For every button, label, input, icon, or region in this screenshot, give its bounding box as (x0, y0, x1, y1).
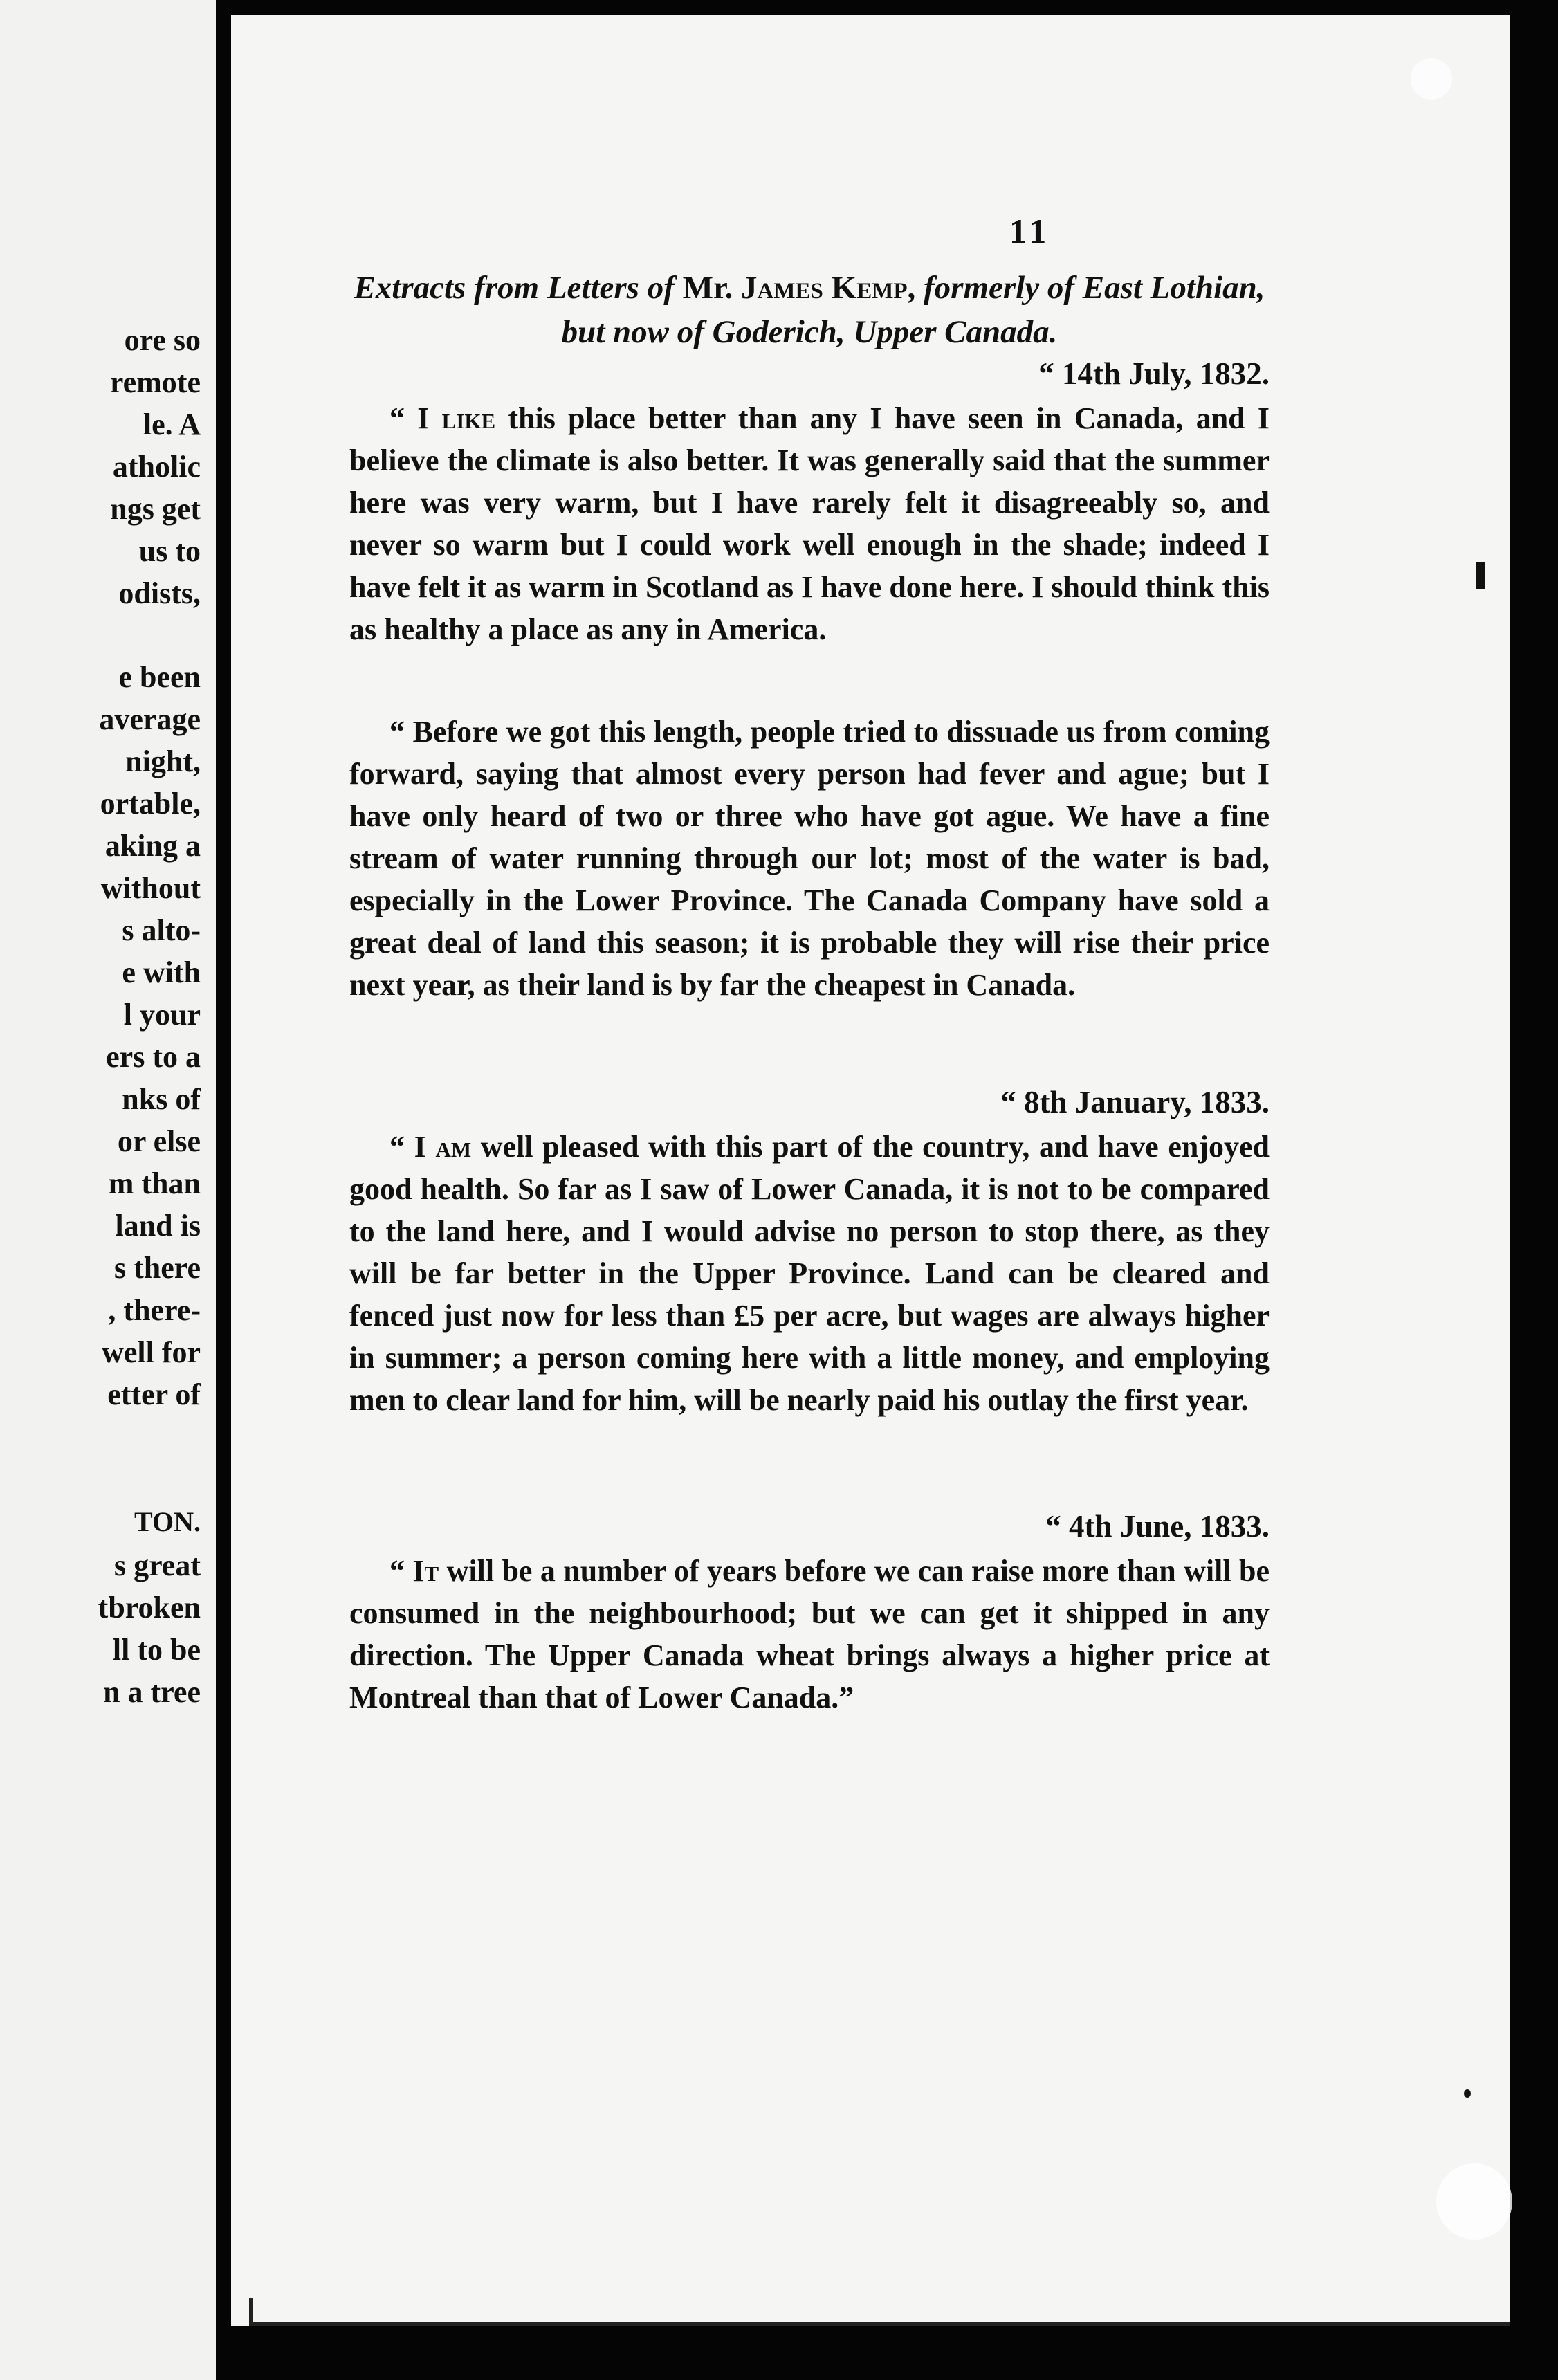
letter-date-row (349, 1084, 1270, 1126)
left-page-line: s great (113, 1548, 201, 1582)
left-page-line: ore so (124, 323, 201, 357)
paragraph-text: well pleased with this part of the country, and have enjoyed good health. So far as I saw of Lower Canada, it is not to be compared to the land here, and I would advise no person to stop there, as they will be far better in the Upper Province. Land can be cleared and fenced just now for less than £5 per acre, but wages are always higher in summer; a person coming here with a little money, and employing men to clear land for him, will be nearly paid his outlay the first year. (349, 1130, 1270, 1417)
left-page-line: , there- (108, 1293, 201, 1327)
left-page-line: m than (108, 1166, 201, 1200)
heading-title: Mr. (682, 270, 742, 306)
heading-origin: formerly of East Lothian, but now of Goderich, Upper Canada. (561, 270, 1265, 350)
left-page-line: tbroken (98, 1591, 201, 1624)
letter-date: “ 4th June, 1833. (1045, 1509, 1270, 1544)
left-page-line: without (100, 871, 201, 905)
page-heading (349, 266, 1270, 354)
left-page-line: e with (122, 955, 201, 989)
previous-page-fragment (0, 0, 216, 2380)
page-edge-shadow (249, 2298, 1510, 2326)
paragraph-lead: It (412, 1554, 439, 1588)
left-page-line: well for (102, 1335, 201, 1369)
left-page-line: odists, (118, 576, 201, 610)
page-edge-mark (1476, 562, 1485, 589)
letter-date: “ 14th July, 1832. (1038, 356, 1270, 391)
paper-blemish (1411, 58, 1452, 100)
heading-name: James Kemp (741, 270, 908, 306)
left-page-line: land is (115, 1209, 201, 1243)
left-page-line: s there (113, 1251, 201, 1285)
left-page-line: us to (138, 534, 201, 568)
page-speck (1464, 2089, 1471, 2098)
open-quote: “ (390, 401, 418, 435)
page-number: 11 (1009, 212, 1051, 250)
open-quote: “ (390, 1130, 414, 1164)
left-page-line: TON. (134, 1506, 201, 1537)
letter-date-row (349, 1508, 1270, 1550)
paragraph-lead: I like (417, 401, 496, 435)
paragraph-text: will be a number of years before we can raise more than will be consumed in the neighbourhood; but we can get it shipped in any direction. The Upper Canada wheat brings always a higher price at Montreal than that of Lower Canada.” (349, 1554, 1270, 1714)
left-page-line: ll to be (112, 1633, 201, 1667)
left-page-line: night, (125, 744, 201, 778)
book-gutter (216, 0, 231, 2380)
left-page-line: ers to a (106, 1040, 201, 1074)
left-page-line: ortable, (100, 787, 201, 821)
left-page-line: s alto- (122, 913, 201, 947)
left-page-line: le. A (143, 408, 201, 441)
letter-paragraph (349, 711, 1270, 1006)
letter-date-row (349, 356, 1270, 397)
left-page-line: average (99, 702, 201, 736)
left-page-line: remote (109, 365, 201, 399)
left-page-line: l your (123, 998, 201, 1032)
letter-paragraph (349, 1550, 1270, 1719)
left-page-line: n a tree (103, 1675, 201, 1709)
paragraph-text: Before we got this length, people tried to dissuade us from coming forward, saying that almost every person had fever and ague; but I have only heard of two or three who have got ague. We have a fine stream of water running through our lot; most of the water is bad, especially in the Lower Province. The Canada Company have sold a great deal of land this season; it is probable they will rise their price next year, as their land is by far the cheapest in Canada. (349, 715, 1270, 1002)
left-page-line: or else (117, 1124, 201, 1158)
left-page-line: nks of (122, 1082, 201, 1116)
left-page-line: e been (118, 660, 201, 694)
open-quote: “ (390, 715, 413, 749)
letter-paragraph (349, 1126, 1270, 1421)
left-page-line: aking a (104, 829, 201, 863)
letter-paragraph (349, 397, 1270, 650)
letter-date: “ 8th January, 1833. (1000, 1085, 1270, 1119)
paragraph-lead: I am (414, 1130, 472, 1164)
left-page-line: etter of (107, 1377, 201, 1411)
left-page-line: atholic (112, 450, 201, 484)
heading-intro: Extracts from Letters of (354, 270, 675, 306)
left-page-line: ngs get (110, 492, 201, 526)
page (231, 15, 1510, 2326)
open-quote: “ (390, 1554, 413, 1588)
paper-blemish (1436, 2163, 1512, 2240)
heading-comma: , (907, 270, 924, 306)
paragraph-text: this place better than any I have seen in Canada, and I believe the climate is also better. It was generally said that the summer here was very warm, but I have rarely felt it disagreeably so, and never so warm but I could work well enough in the shade; indeed I have felt it as warm in Scotland as I have done here. I should think this as healthy a place as any in America. (349, 401, 1270, 646)
